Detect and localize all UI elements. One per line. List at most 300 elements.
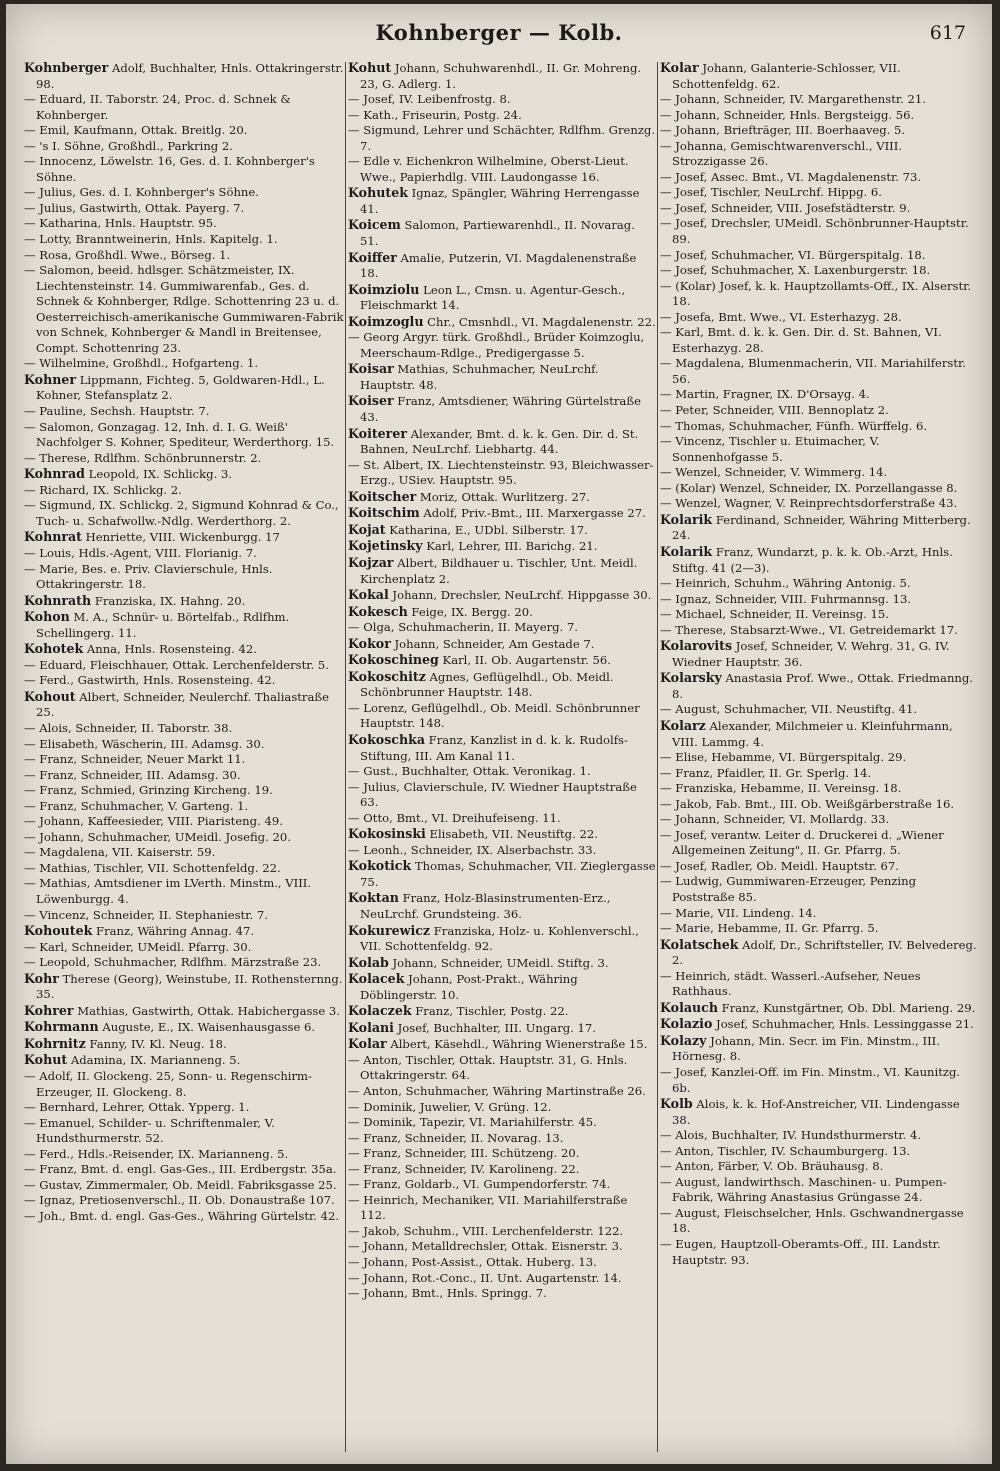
entry-details: Elisabeth, VII. Neustiftg. 22. <box>425 827 598 842</box>
entry-surname: Kohoutek <box>24 923 93 939</box>
directory-entry <box>24 420 344 451</box>
directory-entry <box>24 1162 344 1178</box>
directory-entry <box>24 185 344 201</box>
entry-details: — Olga, Schuhmacherin, II. Mayerg. 7. <box>348 620 578 635</box>
entry-details: Adolf, Priv.-Bmt., III. Marxergasse 27. <box>419 506 646 521</box>
entry-details: — Anton, Färber, V. Ob. Bräuhausg. 8. <box>660 1159 884 1174</box>
entry-details: Josef, Schuhmacher, Hnls. Lessinggasse 21. <box>712 1017 974 1032</box>
entry-surname: Koiser <box>348 393 394 409</box>
directory-entry <box>660 1159 978 1175</box>
entry-details: Franz, Kunstgärtner, Ob. Dbl. Marieng. 29. <box>718 1000 976 1015</box>
directory-entry <box>348 60 656 92</box>
entry-details: Henriette, VIII. Wickenburgg. 17 <box>82 530 280 545</box>
column-1 <box>24 60 344 1450</box>
directory-entry <box>348 538 656 555</box>
entry-surname: Koicem <box>348 217 401 233</box>
entry-surname: Kolarik <box>660 543 713 559</box>
entry-details: — Salomon, Gonzagag. 12, Inh. d. I. G. Weiß' Nachfolger S. Kohner, Spediteur, Werderthorg. 15. <box>24 419 335 450</box>
entry-surname: Kokal <box>348 587 389 603</box>
directory-entry <box>348 1146 656 1162</box>
entry-details: — Heinrich, Schuhm., Währing Antonig. 5. <box>660 576 911 591</box>
directory-entry <box>660 60 978 92</box>
directory-entry <box>24 673 344 689</box>
entry-details: — Johann, Briefträger, III. Boerhaaveg. 5. <box>660 123 906 138</box>
entry-details: — Therese, Stabsarzt-Wwe., VI. Getreidemarkt 17. <box>660 622 958 637</box>
entry-details: — Franz, Schneider, Neuer Markt 11. <box>24 752 246 767</box>
entry-details: — Franz, Schuhmacher, V. Garteng. 1. <box>24 798 249 813</box>
directory-entry <box>660 969 978 1000</box>
entry-surname: Kohrnitz <box>24 1035 86 1051</box>
entry-details: Ignaz, Spängler, Währing Herrengasse 41. <box>360 186 640 216</box>
entry-details: — Peter, Schneider, VIII. Bennoplatz 2. <box>660 403 889 418</box>
directory-entry <box>660 797 978 813</box>
entry-surname: Koisar <box>348 361 394 377</box>
directory-entry <box>24 1209 344 1225</box>
entry-details: — Josef, Assec. Bmt., VI. Magdalenenstr. 73. <box>660 169 922 184</box>
entry-details: — Michael, Schneider, II. Vereinsg. 15. <box>660 607 889 622</box>
entry-surname: Koktan <box>348 890 399 906</box>
entry-details: Johann, Schneider, UMeidl. Stiftg. 3. <box>388 955 609 970</box>
entry-surname: Kolazio <box>660 1016 713 1032</box>
entry-details: Johann, Drechsler, NeuLrchf. Hippgasse 30. <box>388 588 652 603</box>
entry-surname: Kokoschka <box>348 731 425 747</box>
directory-entry <box>24 154 344 185</box>
entry-surname: Kohnrad <box>24 466 85 482</box>
entry-details: — Johann, Post-Assist., Ottak. Huberg. 13. <box>348 1255 597 1270</box>
entry-details: Fanny, IV. Kl. Neug. 18. <box>85 1036 227 1051</box>
entry-surname: Kokoschitz <box>348 668 426 684</box>
entry-details: — Kath., Friseurin, Postg. 24. <box>348 107 522 122</box>
directory-entry <box>348 1193 656 1224</box>
directory-entry <box>24 1100 344 1116</box>
directory-entry <box>348 282 656 314</box>
entry-details: Franz, Wundarzt, p. k. k. Ob.-Arzt, Hnls. Stiftg. 41 (2—3). <box>672 544 953 575</box>
entry-details: Moriz, Ottak. Wurlitzerg. 27. <box>416 489 590 504</box>
column-3 <box>660 60 978 1450</box>
directory-entry <box>24 752 344 768</box>
entry-details: Franziska, IX. Hahng. 20. <box>91 593 246 608</box>
entry-details: Mathias, Schuhmacher, NeuLrchf. Hauptstr. 48. <box>360 362 599 392</box>
directory-entry <box>348 1271 656 1287</box>
page-header <box>6 18 992 58</box>
directory-entry <box>660 310 978 326</box>
directory-entry <box>660 592 978 608</box>
entry-details: — Edle v. Eichenkron Wilhelmine, Oberst-Lieut. Wwe., Papierhdlg. VIII. Laudongasse 16. <box>348 154 629 184</box>
directory-entry <box>348 701 656 732</box>
entry-details: Karl, Lehrer, III. Barichg. 21. <box>422 539 598 554</box>
entry-surname: Kolacek <box>348 971 405 987</box>
entry-details: Albert, Käsehdl., Währing Wienerstraße 15. <box>386 1037 648 1052</box>
entry-details: — Ignaz, Pretiosenverschl., II. Ob. Donaustraße 107. <box>24 1193 335 1208</box>
directory-entry <box>24 689 344 721</box>
directory-entry <box>348 764 656 780</box>
directory-entry <box>24 641 344 658</box>
directory-entry <box>24 609 344 641</box>
directory-entry <box>660 216 978 247</box>
entry-details: — Eduard, II. Taborstr. 24, Proc. d. Schnek & Kohnberger. <box>24 92 291 122</box>
directory-entry <box>348 1100 656 1116</box>
entry-surname: Kojetinsky <box>348 538 423 554</box>
directory-entry <box>24 1036 344 1053</box>
directory-entry <box>660 201 978 217</box>
directory-entry <box>660 1033 978 1065</box>
entry-details: — Josefa, Bmt. Wwe., VI. Esterhazyg. 28. <box>660 309 902 324</box>
entry-surname: Kolaczek <box>348 1003 412 1019</box>
entry-details: Agnes, Geflügelhdl., Ob. Meidl. Schönbrunner Hauptstr. 148. <box>360 669 614 700</box>
directory-entry <box>660 496 978 512</box>
directory-entry <box>660 108 978 124</box>
entry-details: — Josef, Radler, Ob. Meidl. Hauptstr. 67. <box>660 858 899 873</box>
column-2 <box>348 60 656 1450</box>
directory-entry <box>348 780 656 811</box>
directory-entry <box>660 766 978 782</box>
entry-surname: Kolazy <box>660 1032 707 1048</box>
entry-details: Adolf, Buchhalter, Hnls. Ottakringerstr. 98. <box>36 61 344 91</box>
directory-entry <box>24 876 344 907</box>
directory-entry <box>660 387 978 403</box>
entry-details: — Josef, Schneider, VIII. Josefstädterstr. 9. <box>660 200 911 215</box>
entry-details: — Julius, Clavierschule, IV. Wiedner Hauptstraße 63. <box>348 779 637 810</box>
directory-entry <box>348 636 656 653</box>
entry-details: — Wenzel, Wagner, V. Reinprechtsdorferstraße 43. <box>660 496 958 511</box>
directory-entry <box>348 361 656 393</box>
directory-page <box>6 4 992 1464</box>
directory-entry <box>24 1069 344 1100</box>
directory-entry <box>348 587 656 604</box>
running-title: Kohnberger — Kolb. <box>375 20 623 45</box>
directory-entry <box>660 1016 978 1033</box>
entry-surname: Kolarsky <box>660 670 722 686</box>
entry-details: Auguste, E., IX. Waisenhausgasse 6. <box>98 1020 316 1035</box>
entry-details: Franz, Holz-Blasinstrumenten-Erz., NeuLrchf. Grundsteing. 36. <box>360 891 611 921</box>
directory-entry <box>660 906 978 922</box>
directory-entry <box>660 638 978 670</box>
directory-entry <box>348 185 656 217</box>
entry-details: Chr., Cmsnhdl., VI. Magdalenenstr. 22. <box>423 314 656 329</box>
entry-details: Lippmann, Fichteg. 5, Goldwaren-Hdl., L. Kohner, Stefansplatz 2. <box>36 372 325 403</box>
entry-details: — Katharina, Hnls. Hauptstr. 95. <box>24 216 217 231</box>
directory-entry <box>660 937 978 969</box>
directory-entry <box>24 562 344 593</box>
directory-entry <box>660 1096 978 1128</box>
entry-surname: Koitschim <box>348 505 420 521</box>
directory-entry <box>660 248 978 264</box>
entry-details: — Franz, Schneider, IV. Karolineng. 22. <box>348 1161 580 1176</box>
directory-entry <box>24 971 344 1003</box>
directory-entry <box>660 1000 978 1017</box>
directory-entry <box>348 330 656 361</box>
directory-entry <box>660 512 978 544</box>
directory-entry <box>348 505 656 522</box>
entry-details: — Johann, Kaffeesieder, VIII. Piaristeng. 49. <box>24 814 283 829</box>
directory-entry <box>660 718 978 750</box>
directory-entry <box>24 955 344 971</box>
entry-surname: Kohnrat <box>24 529 82 545</box>
directory-entry <box>348 555 656 587</box>
entry-details: — Bernhard, Lehrer, Ottak. Ypperg. 1. <box>24 1100 250 1115</box>
entry-details: Amalie, Putzerin, VI. Magdalenenstraße 18. <box>360 250 637 281</box>
directory-entry <box>660 403 978 419</box>
entry-details: — Karl, Bmt. d. k. k. Gen. Dir. d. St. Bahnen, VI. Esterhazyg. 28. <box>660 325 942 355</box>
entry-details: Feige, IX. Bergg. 20. <box>407 604 533 619</box>
directory-entry <box>24 768 344 784</box>
entry-details: — Franz, Pfaidler, II. Gr. Sperlg. 14. <box>660 765 872 780</box>
entry-details: — August, landwirthsch. Maschinen- u. Pumpen-Fabrik, Währing Anastasius Grüngasse 24. <box>660 1174 947 1205</box>
directory-entry <box>24 546 344 562</box>
directory-entry <box>348 923 656 955</box>
entry-details: — Eduard, Fleischhauer, Ottak. Lerchenfelderstr. 5. <box>24 657 329 672</box>
entry-details: — Marie, Hebamme, II. Gr. Pfarrg. 5. <box>660 921 879 936</box>
entry-details: — Sigmund, Lehrer und Schächter, Rdlfhm. Grenzg. 7. <box>348 123 656 153</box>
entry-details: — Franziska, Hebamme, II. Vereinsg. 18. <box>660 781 902 796</box>
entry-details: — Julius, Ges. d. I. Kohnberger's Söhne. <box>24 185 259 200</box>
directory-entry <box>24 1052 344 1069</box>
entry-surname: Kohr <box>24 970 59 986</box>
entry-surname: Kolar <box>660 60 699 75</box>
entry-details: Johann, Galanterie-Schlosser, VII. Schottenfeldg. 62. <box>672 61 901 91</box>
directory-entry <box>660 670 978 702</box>
directory-entry <box>348 1131 656 1147</box>
entry-details: Franz, Währing Annag. 47. <box>92 924 255 939</box>
directory-entry <box>348 217 656 249</box>
entry-details: — Eugen, Hauptzoll-Oberamts-Off., III. Landstr. Hauptstr. 93. <box>660 1237 941 1267</box>
directory-entry <box>24 721 344 737</box>
directory-entry <box>348 522 656 539</box>
directory-entry <box>348 1239 656 1255</box>
entry-details: — Ferd., Gastwirth, Hnls. Rosensteing. 42. <box>24 673 276 688</box>
entry-surname: Kohutek <box>348 185 408 201</box>
entry-details: — Otto, Bmt., VI. Dreihufeiseng. 11. <box>348 810 561 825</box>
directory-entry <box>348 858 656 890</box>
page-number: 617 <box>929 22 966 44</box>
directory-entry <box>660 325 978 356</box>
directory-entry <box>660 859 978 875</box>
entry-details: — Dominik, Juwelier, V. Grüng. 12. <box>348 1099 552 1114</box>
directory-entry <box>24 216 344 232</box>
entry-surname: Kohnberger <box>24 60 109 75</box>
directory-entry <box>660 356 978 387</box>
entry-details: — Dominik, Tapezir, VI. Mariahilferstr. 45. <box>348 1115 597 1130</box>
entry-details: — Franz, Goldarb., VI. Gumpendorferstr. 74. <box>348 1177 611 1192</box>
entry-details: — Franz, Schmied, Grinzing Kircheng. 19. <box>24 783 273 798</box>
directory-entry <box>348 458 656 489</box>
entry-surname: Kojzar <box>348 554 394 570</box>
entry-details: Alexander, Milchmeier u. Kleinfuhrmann, VIII. Lammg. 4. <box>672 718 953 749</box>
directory-entry <box>660 1206 978 1237</box>
entry-details: — Julius, Gastwirth, Ottak. Payerg. 7. <box>24 200 245 215</box>
directory-entry <box>24 451 344 467</box>
directory-entry <box>660 623 978 639</box>
entry-details: — Johann, Schneider, IV. Margarethenstr. 21. <box>660 92 926 107</box>
entry-details: Albert, Bildhauer u. Tischler, Unt. Meidl. Kirchenplatz 2. <box>360 555 638 586</box>
directory-entry <box>660 921 978 937</box>
directory-entry <box>348 123 656 154</box>
directory-entry <box>24 783 344 799</box>
directory-entry <box>660 139 978 170</box>
entry-details: — Josef, IV. Leibenfrostg. 8. <box>348 92 511 107</box>
entry-details: — Josef, Schuhmacher, VI. Bürgerspitalg. 18. <box>660 247 926 262</box>
entry-details: Therese (Georg), Weinstube, II. Rothensternng. 35. <box>36 971 343 1002</box>
directory-entry <box>348 489 656 506</box>
entry-details: — Wenzel, Schneider, V. Wimmerg. 14. <box>660 465 888 480</box>
directory-entry <box>660 263 978 279</box>
column-divider <box>657 62 658 1452</box>
entry-surname: Kokoschineg <box>348 652 439 668</box>
entry-details: Leopold, IX. Schlickg. 3. <box>84 467 233 482</box>
entry-details: — Ludwig, Gummiwaren-Erzeuger, Penzing Poststraße 85. <box>660 874 917 904</box>
directory-entry <box>348 955 656 972</box>
entry-details: — Vincenz, Schneider, II. Stephaniestr. 7. <box>24 907 268 922</box>
entry-details: — Elise, Hebamme, VI. Bürgerspitalg. 29. <box>660 750 907 765</box>
directory-entry <box>660 607 978 623</box>
entry-surname: Kolar <box>348 1036 387 1052</box>
directory-entry <box>24 466 344 483</box>
entry-details: — Johann, Schneider, VI. Mollardg. 33. <box>660 812 890 827</box>
directory-entry <box>660 874 978 905</box>
entry-details: — Mathias, Amtsdiener im LVerth. Minstm., VIII. Löwenburgg. 4. <box>24 876 312 906</box>
directory-entry <box>660 1175 978 1206</box>
entry-surname: Koimziolu <box>348 281 420 297</box>
entry-details: — Sigmund, IX. Schlickg. 2, Sigmund Kohnrad & Co., Tuch- u. Schafwollw.-Ndlg. Werderthorg. 2. <box>24 498 339 528</box>
entry-details: — Wilhelmine, Großhdl., Hofgarteng. 1. <box>24 356 259 371</box>
entry-surname: Kojat <box>348 521 386 537</box>
column-divider <box>345 62 346 1452</box>
directory-entry <box>660 828 978 859</box>
entry-surname: Kolab <box>348 954 389 970</box>
directory-entry <box>348 620 656 636</box>
directory-entry <box>348 890 656 922</box>
entry-details: — Josef, Drechsler, UMeidl. Schönbrunner-Hauptstr. 89. <box>660 216 969 247</box>
directory-entry <box>24 404 344 420</box>
entry-surname: Kolauch <box>660 999 718 1015</box>
entry-surname: Kohut <box>24 1052 68 1068</box>
entry-details: — Lorenz, Geflügelhdl., Ob. Meidl. Schönbrunner Hauptstr. 148. <box>348 700 640 731</box>
directory-entry <box>660 1144 978 1160</box>
entry-details: Leon L., Cmsn. u. Agentur-Gesch., Fleischmarkt 14. <box>360 282 626 313</box>
entry-details: — Johann, Schuhmacher, UMeidl. Josefig. 20. <box>24 829 291 844</box>
directory-entry <box>348 1003 656 1020</box>
directory-entry <box>24 498 344 529</box>
directory-entry <box>24 92 344 123</box>
directory-entry <box>24 372 344 404</box>
entry-details: — Louis, Hdls.-Agent, VIII. Florianig. 7. <box>24 545 257 560</box>
directory-entry <box>348 1255 656 1271</box>
entry-details: — Jakob, Schuhm., VIII. Lerchenfelderstr. 122. <box>348 1223 624 1238</box>
entry-details: — Leonh., Schneider, IX. Alserbachstr. 33. <box>348 842 597 857</box>
directory-entry <box>660 170 978 186</box>
entry-details: — Martin, Fragner, IX. D'Orsayg. 4. <box>660 387 870 402</box>
entry-details: — Josef, Schuhmacher, X. Laxenburgerstr. 18. <box>660 263 931 278</box>
entry-details: Johann, Schneider, Am Gestade 7. <box>390 636 595 651</box>
entry-details: — Adolf, II. Glockeng. 25, Sonn- u. Regenschirm-Erzeuger, II. Glockeng. 8. <box>24 1069 312 1099</box>
directory-entry <box>660 544 978 576</box>
directory-entry <box>348 1162 656 1178</box>
directory-entry <box>660 1237 978 1268</box>
directory-entry <box>348 1177 656 1193</box>
entry-details: — August, Schuhmacher, VII. Neustiftg. 41. <box>660 702 918 717</box>
entry-details: — Rosa, Großhdl. Wwe., Börseg. 1. <box>24 247 231 262</box>
entry-surname: Kohotek <box>24 641 84 657</box>
directory-entry <box>24 60 344 92</box>
entry-surname: Kokotick <box>348 858 412 874</box>
entry-details: — Karl, Schneider, UMeidl. Pfarrg. 30. <box>24 939 252 954</box>
entry-surname: Kokurewicz <box>348 922 431 938</box>
entry-details: — St. Albert, IX. Liechtensteinstr. 93, Bleichwasser-Erzg., USiev. Hauptstr. 95. <box>348 457 654 488</box>
entry-surname: Kolarik <box>660 511 713 527</box>
directory-entry <box>348 669 656 701</box>
directory-entry <box>24 940 344 956</box>
entry-details: — Georg Argyr. türk. Großhdl., Brüder Koimzoglu, Meerschaum-Rdlge., Predigergasse 5. <box>348 330 645 360</box>
entry-details: — Heinrich, städt. Wasserl.-Aufseher, Neues Rathhaus. <box>660 968 921 999</box>
directory-entry <box>24 232 344 248</box>
entry-details: — Johann, Bmt., Hnls. Springg. 7. <box>348 1286 547 1301</box>
entry-details: — Elisabeth, Wäscherin, III. Adamsg. 30. <box>24 736 265 751</box>
directory-entry <box>660 123 978 139</box>
directory-entry <box>348 1036 656 1053</box>
entry-details: — Johanna, Gemischtwarenverschl., VIII. Strozzigasse 26. <box>660 138 903 169</box>
entry-details: Josef, Schneider, V. Wehrg. 31, G. IV. Wiedner Hauptstr. 36. <box>672 639 950 669</box>
entry-details: — Johann, Metalldrechsler, Ottak. Eisnerstr. 3. <box>348 1239 623 1254</box>
entry-surname: Kokor <box>348 635 391 651</box>
entry-details: — Johann, Rot.-Conc., II. Unt. Augartenstr. 14. <box>348 1270 622 1285</box>
entry-details: Josef, Buchhalter, III. Ungarg. 17. <box>393 1020 596 1035</box>
directory-entry <box>348 393 656 425</box>
entry-details: — August, Fleischselcher, Hnls. Gschwandnergasse 18. <box>660 1205 964 1236</box>
directory-entry <box>24 1178 344 1194</box>
entry-details: Johann, Post-Prakt., Währing Döblingerstr. 10. <box>360 972 578 1002</box>
directory-entry <box>348 1224 656 1240</box>
entry-details: — Jakob, Fab. Bmt., III. Ob. Weißgärberstraße 16. <box>660 796 955 811</box>
entry-details: — Magdalena, Blumenmacherin, VII. Mariahilferstr. 56. <box>660 356 966 386</box>
entry-details: — Josef, Kanzlei-Off. im Fin. Minstm., VI. Kaunitzg. 6b. <box>660 1065 961 1095</box>
directory-entry <box>24 1003 344 1020</box>
entry-surname: Kolatschek <box>660 936 739 952</box>
directory-entry <box>24 1019 344 1036</box>
entry-details: — Mathias, Tischler, VII. Schottenfeldg. 22. <box>24 860 281 875</box>
directory-entry <box>348 1115 656 1131</box>
entry-details: — Richard, IX. Schlickg. 2. <box>24 482 182 497</box>
directory-entry <box>660 750 978 766</box>
directory-entry <box>660 702 978 718</box>
directory-entry <box>24 861 344 877</box>
entry-details: — Leopold, Schuhmacher, Rdlfhm. Märzstraße 23. <box>24 955 322 970</box>
entry-details: Albert, Schneider, Neulerchf. Thaliastraße 25. <box>36 689 329 720</box>
entry-surname: Kolarz <box>660 717 706 733</box>
entry-details: Thomas, Schuhmacher, VII. Zieglergasse 75. <box>360 859 656 889</box>
directory-entry <box>348 250 656 282</box>
entry-details: — Salomon, beeid. hdlsger. Schätzmeister, IX. Liechtensteinstr. 14. Gummiwarenfab., Ges. d. Schnek & Kohnberger, Rdlge. Schottenring 23 u. d. Oesterreichisch-amerikanische Gummiwaren-Fabrik von Schnek, Kohnberger & Mandl in Breitensee, Compt. Schottenring 23. <box>24 263 344 355</box>
directory-entry <box>24 830 344 846</box>
directory-entry <box>348 426 656 458</box>
entry-details: — Anton, Tischler, Ottak. Hauptstr. 31, G. Hnls. Ottakringerstr. 64. <box>348 1052 628 1083</box>
directory-entry <box>348 154 656 185</box>
directory-entry <box>24 1147 344 1163</box>
entry-details: Johann, Schuhwarenhdl., II. Gr. Mohreng. 23, G. Adlerg. 1. <box>360 61 642 91</box>
directory-entry <box>348 811 656 827</box>
entry-details: — Heinrich, Mechaniker, VII. Mariahilferstraße 112. <box>348 1192 628 1223</box>
directory-entry <box>24 923 344 940</box>
entry-details: — Thomas, Schuhmacher, Fünfh. Würffelg. 6. <box>660 418 928 433</box>
entry-details: — Johann, Schneider, Hnls. Bergsteigg. 56. <box>660 107 915 122</box>
directory-entry <box>348 314 656 331</box>
entry-details: — Pauline, Sechsh. Hauptstr. 7. <box>24 404 210 419</box>
directory-entry <box>660 185 978 201</box>
entry-details: — Alois, Schneider, II. Taborstr. 38. <box>24 720 233 735</box>
entry-details: Anastasia Prof. Wwe., Ottak. Friedmanng. 8. <box>672 671 973 701</box>
directory-entry <box>24 1193 344 1209</box>
directory-entry <box>660 812 978 828</box>
directory-entry <box>24 799 344 815</box>
